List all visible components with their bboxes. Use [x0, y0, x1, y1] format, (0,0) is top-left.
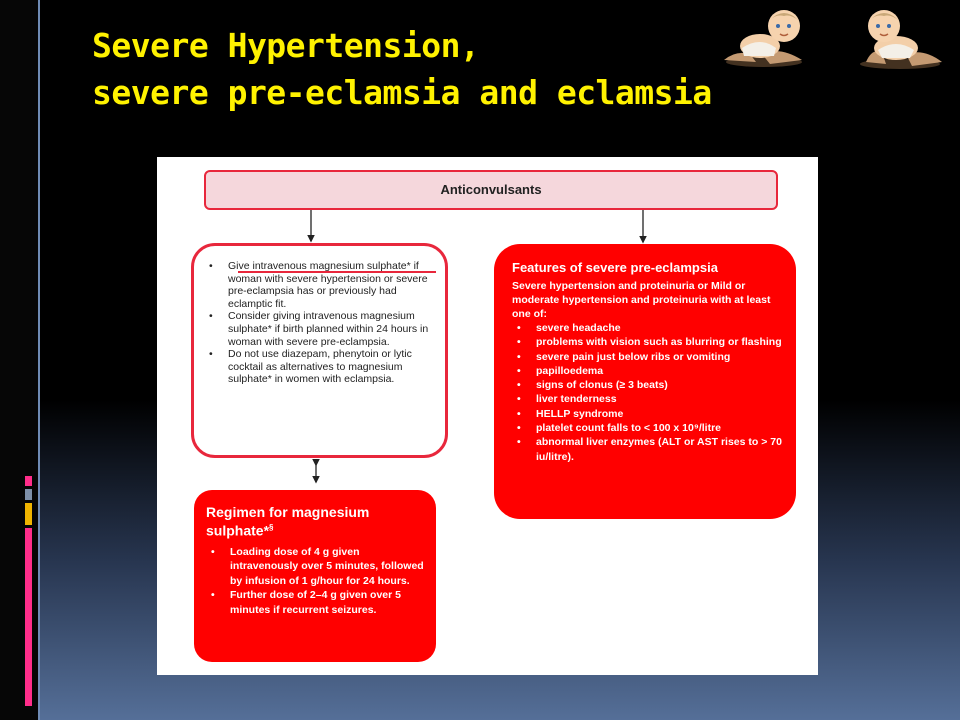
- bullet-item: • Give intravenous magnesium sulphate* if woman with severe hypertension or severe pre-eclampsia has or previously had eclamptic fit.: [204, 260, 435, 310]
- bullet-item: • problems with vision such as blurring or flashing: [512, 335, 786, 349]
- bullet-item: • Loading dose of 4 g given intravenously over 5 minutes, followed by infusion of 1 g/hour for 24 hours.: [206, 545, 428, 589]
- features-intro: Severe hypertension and proteinuria or Mild or moderate hypertension and proteinuria with at least one of:: [512, 280, 771, 320]
- slide-title: [92, 22, 732, 116]
- bullet-item: • severe headache: [512, 321, 786, 335]
- deco-bar-yellow: [25, 503, 32, 525]
- bullet-item: • Further dose of 2–4 g given over 5 minutes if recurrent seizures.: [206, 588, 428, 617]
- bullet-item: • platelet count falls to < 100 x 10⁹/litre: [512, 421, 786, 435]
- title-line-2: severe pre-eclamsia and eclamsia: [92, 73, 712, 112]
- regimen-list: [206, 545, 428, 618]
- baby-icon: [714, 4, 810, 72]
- regimen-box: [194, 490, 436, 662]
- bullet-item: • papilloedema: [512, 364, 786, 378]
- instructions-list: [204, 260, 435, 386]
- bullet-item: • Consider giving intravenous magnesium sulphate* if birth planned within 24 hours in woman with severe pre-eclampsia.: [204, 310, 435, 348]
- instructions-box: [191, 243, 448, 458]
- bullet-item: • signs of clonus (≥ 3 beats): [512, 378, 786, 392]
- deco-bar-pink: [25, 476, 32, 486]
- left-edge-line: [38, 0, 40, 720]
- features-title: Features of severe pre-eclampsia: [512, 260, 718, 275]
- features-box: [494, 244, 796, 519]
- bullet-item: • severe pain just below ribs or vomiting: [512, 350, 786, 364]
- bullet-item: • HELLP syndrome: [512, 407, 786, 421]
- baby-icon: [852, 4, 948, 72]
- deco-bar-pink-long: [25, 528, 32, 706]
- features-list: [512, 321, 786, 464]
- bullet-item: • liver tenderness: [512, 392, 786, 406]
- anticonvulsants-header: Anticonvulsants: [204, 170, 778, 210]
- bullet-item: • abnormal liver enzymes (ALT or AST rises to > 70 iu/litre).: [512, 435, 786, 464]
- left-edge-bar: [0, 0, 38, 720]
- regimen-title: Regimen for magnesium sulphate*§: [206, 504, 370, 539]
- title-line-1: Severe Hypertension,: [92, 26, 480, 65]
- flowchart-figure: [157, 157, 818, 675]
- bullet-item: • Do not use diazepam, phenytoin or lytic cocktail as alternatives to magnesium sulphate* in women with eclampsia.: [204, 348, 435, 386]
- deco-bar-gray: [25, 489, 32, 500]
